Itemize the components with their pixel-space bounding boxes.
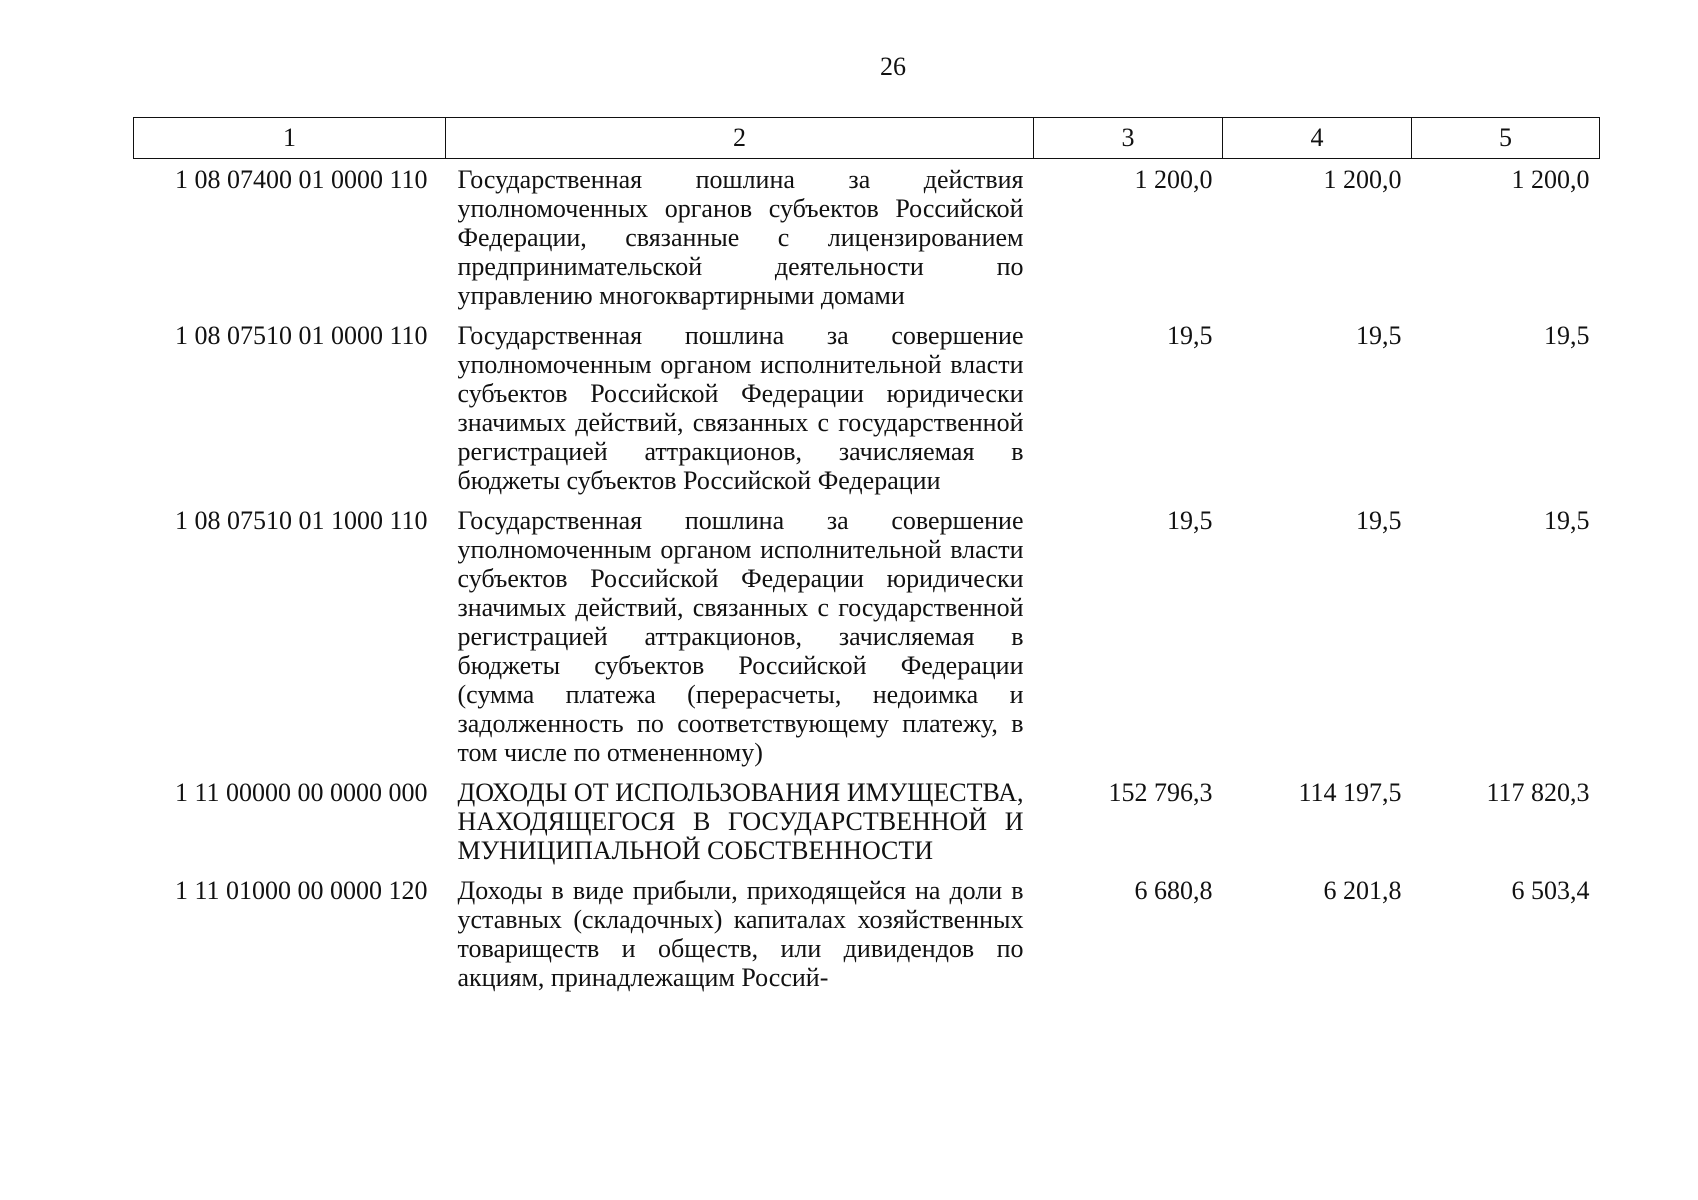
row-name: ДОХОДЫ ОТ ИСПОЛЬЗОВАНИЯ ИМУЩЕСТВА, НАХОДЯЩЕГОСЯ В ГОСУДАРСТВЕННОЙ И МУНИЦИПАЛЬНОЙ СОБСТВЕННОСТИ: [457, 778, 1024, 865]
row-code: 1 11 01000 00 0000 120: [174, 876, 428, 905]
row-name: Государственная пошлина за действия уполномоченных органов субъектов Российской Федерации, связанные с лицензированием предпринимательской деятельности по управлению многоквартирными домами: [457, 165, 1024, 310]
revenue-table: [133, 117, 1600, 1003]
row-value-5: 19,5: [1544, 321, 1590, 350]
row-value-4: 19,5: [1356, 321, 1402, 350]
row-code: 1 08 07510 01 0000 110: [174, 321, 428, 350]
row-value-3: 6 680,8: [1134, 876, 1213, 905]
table-row: [134, 321, 1600, 506]
row-value-3: 1 200,0: [1134, 165, 1213, 194]
table-header: [134, 118, 1600, 159]
row-name: Доходы в виде прибыли, приходящейся на доли в уставных (складочных) капиталах хозяйственных товариществ и обществ, или дивидендов по акциям, принадлежащим Россий-: [457, 876, 1024, 992]
row-value-3: 19,5: [1167, 321, 1213, 350]
row-name: Государственная пошлина за совершение уполномоченным органом исполнительной власти субъектов Российской Федерации юридически значимых действий, связанных с государственной регистрацией аттракционов, зачисляемая в бюджеты субъектов Российской Федерации: [457, 321, 1024, 495]
row-value-4: 6 201,8: [1323, 876, 1402, 905]
page-number: 26: [880, 52, 906, 81]
row-code: 1 08 07510 01 1000 110: [174, 506, 428, 535]
header-col-4: 4: [1223, 118, 1412, 159]
row-value-5: 19,5: [1544, 506, 1590, 535]
table-row: [134, 159, 1600, 322]
row-value-5: 1 200,0: [1511, 165, 1590, 194]
header-col-2: 2: [446, 118, 1034, 159]
row-value-5: 6 503,4: [1511, 876, 1590, 905]
row-value-5: 117 820,3: [1486, 778, 1590, 807]
header-col-3: 3: [1034, 118, 1223, 159]
row-value-3: 19,5: [1167, 506, 1213, 535]
table-row: [134, 778, 1600, 876]
row-code: 1 08 07400 01 0000 110: [174, 165, 428, 194]
row-name: Государственная пошлина за совершение уполномоченным органом исполнительной власти субъектов Российской Федерации юридически значимых действий, связанных с государственной регистрацией аттракционов, зачисляемая в бюджеты субъектов Российской Федерации (сумма платежа (перерасчеты, недоимка и задолженность по соответствующему платежу, в том числе по отмененному): [457, 506, 1024, 767]
row-value-4: 114 197,5: [1298, 778, 1402, 807]
header-col-1: 1: [134, 118, 446, 159]
header-row: [134, 118, 1600, 159]
table-body: [134, 159, 1600, 1004]
header-col-5: 5: [1412, 118, 1600, 159]
table-row: [134, 876, 1600, 1003]
row-value-4: 19,5: [1356, 506, 1402, 535]
table-row: [134, 506, 1600, 778]
row-value-3: 152 796,3: [1108, 778, 1213, 807]
row-code: 1 11 00000 00 0000 000: [174, 778, 428, 807]
row-value-4: 1 200,0: [1323, 165, 1402, 194]
